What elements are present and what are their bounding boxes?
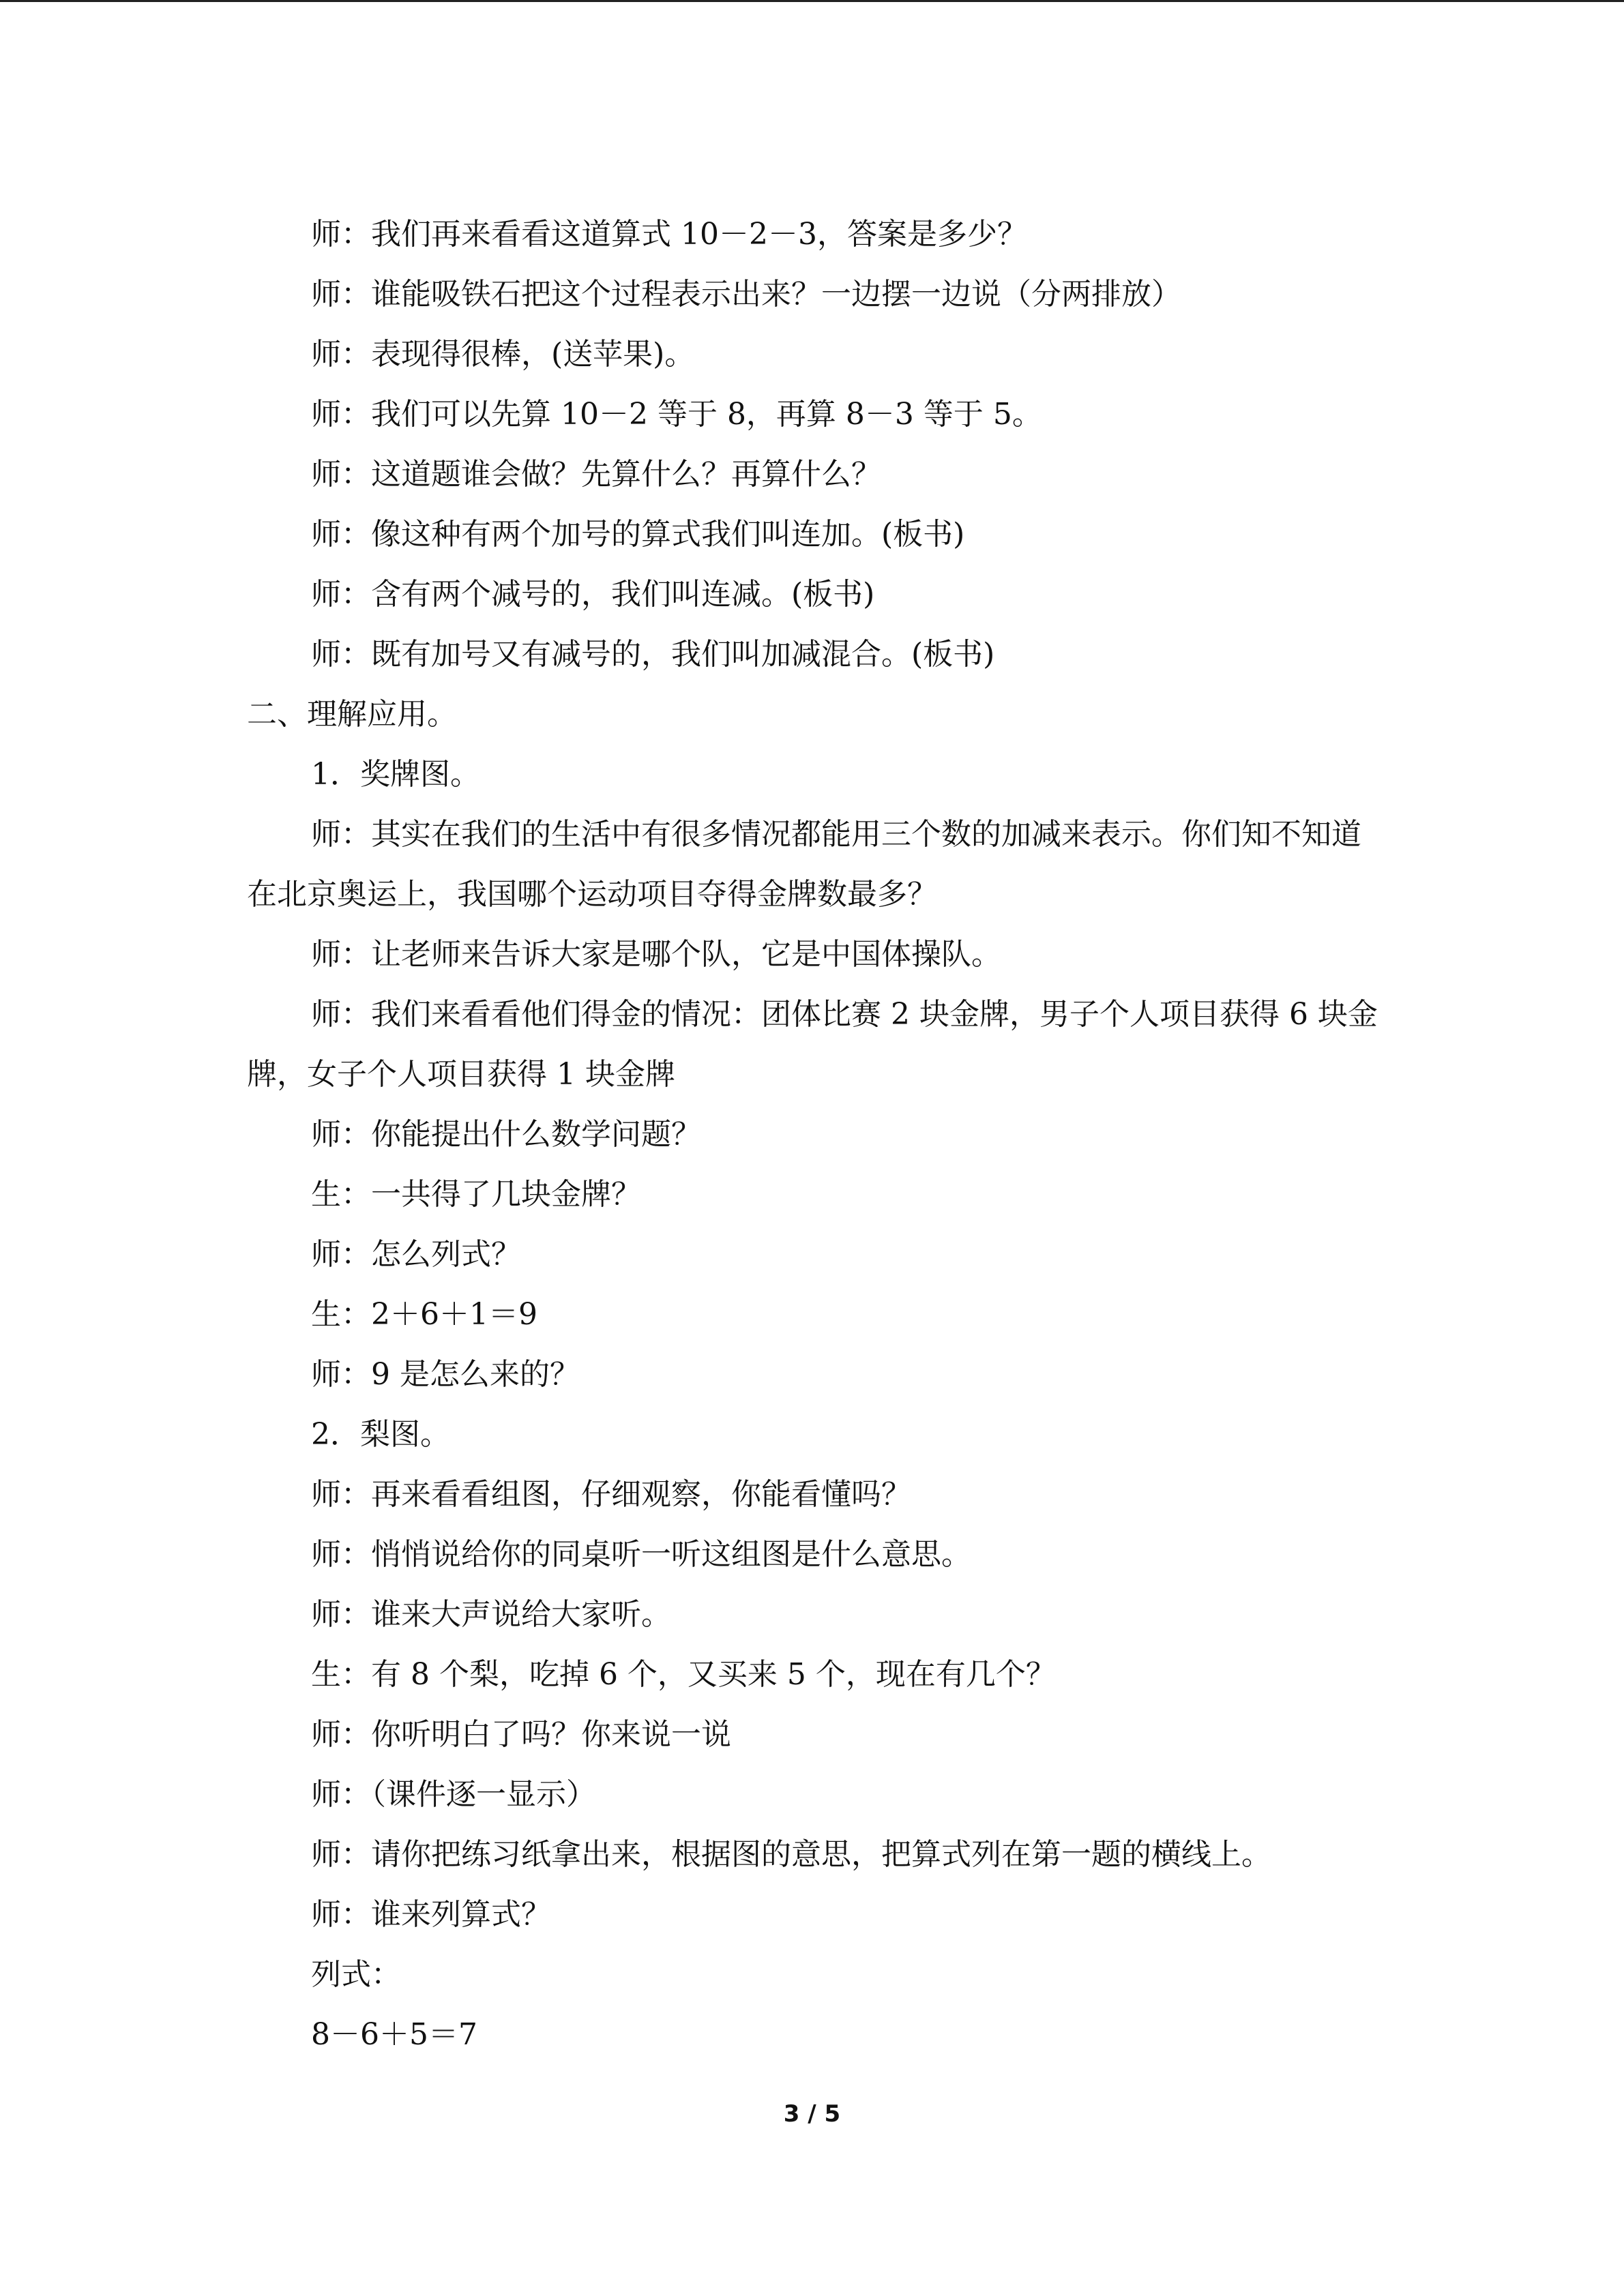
paragraph: 师：怎么列式？ <box>311 1237 521 1272</box>
equation: 8－6＋5＝7 <box>311 2017 477 2052</box>
paragraph: 师：悄悄说给你的同桌听一听这组图是什么意思。 <box>311 1537 971 1572</box>
paragraph: 师：既有加号又有减号的，我们叫加减混合。(板书) <box>311 637 995 672</box>
paragraph: 师：你听明白了吗？你来说一说 <box>311 1717 731 1752</box>
paragraph: 师：再来看看组图，仔细观察，你能看懂吗？ <box>311 1477 911 1512</box>
paragraph: 师：（课件逐一显示） <box>311 1777 596 1812</box>
paragraph: 师：你能提出什么数学问题？ <box>311 1117 701 1152</box>
paragraph: 师：我们来看看他们得金的情况：团体比赛 2 块金牌，男子个人项目获得 6 块金牌，女子个人项目获得 1 块金牌 <box>247 997 1378 1092</box>
paragraph: 生：一共得了几块金牌？ <box>311 1177 641 1212</box>
paragraph: 师：这道题谁会做？先算什么？再算什么？ <box>311 457 881 492</box>
paragraph: 师：含有两个减号的，我们叫连减。(板书) <box>311 577 875 612</box>
paragraph: 师：像这种有两个加号的算式我们叫连加。(板书) <box>311 517 965 552</box>
paragraph: 师：我们再来看看这道算式 10－2－3，答案是多少？ <box>311 217 1027 252</box>
paragraph: 师：表现得很棒，(送苹果)。 <box>311 337 695 372</box>
paragraph: 生：2＋6＋1＝9 <box>311 1297 537 1332</box>
top-border-line <box>0 0 1624 2</box>
section-heading: 二、理解应用。 <box>247 697 457 732</box>
paragraph: 师：让老师来告诉大家是哪个队，它是中国体操队。 <box>311 937 1001 972</box>
paragraph: 师：我们可以先算 10－2 等于 8，再算 8－3 等于 5。 <box>311 397 1042 432</box>
subsection-heading: 1．奖牌图。 <box>311 757 480 792</box>
paragraph: 列式： <box>311 1957 401 1992</box>
paragraph: 师：请你把练习纸拿出来，根据图的意思，把算式列在第一题的横线上。 <box>311 1837 1271 1872</box>
paragraph: 生：有 8 个梨，吃掉 6 个，又买来 5 个，现在有几个？ <box>311 1657 1056 1692</box>
paragraph: 师：9 是怎么来的？ <box>311 1357 580 1392</box>
paragraph: 师：谁能吸铁石把这个过程表示出来？一边摆一边说（分两排放） <box>311 277 1181 312</box>
page-number: 3 / 5 <box>783 2100 841 2128</box>
document-body <box>247 205 1379 2065</box>
paragraph: 师：谁来大声说给大家听。 <box>311 1597 671 1632</box>
paragraph: 师：谁来列算式？ <box>311 1897 551 1932</box>
paragraph: 师：其实在我们的生活中有很多情况都能用三个数的加减来表示。你们知不知道在北京奥运上，我国哪个运动项目夺得金牌数最多？ <box>247 817 1361 912</box>
subsection-heading: 2．梨图。 <box>311 1417 450 1452</box>
